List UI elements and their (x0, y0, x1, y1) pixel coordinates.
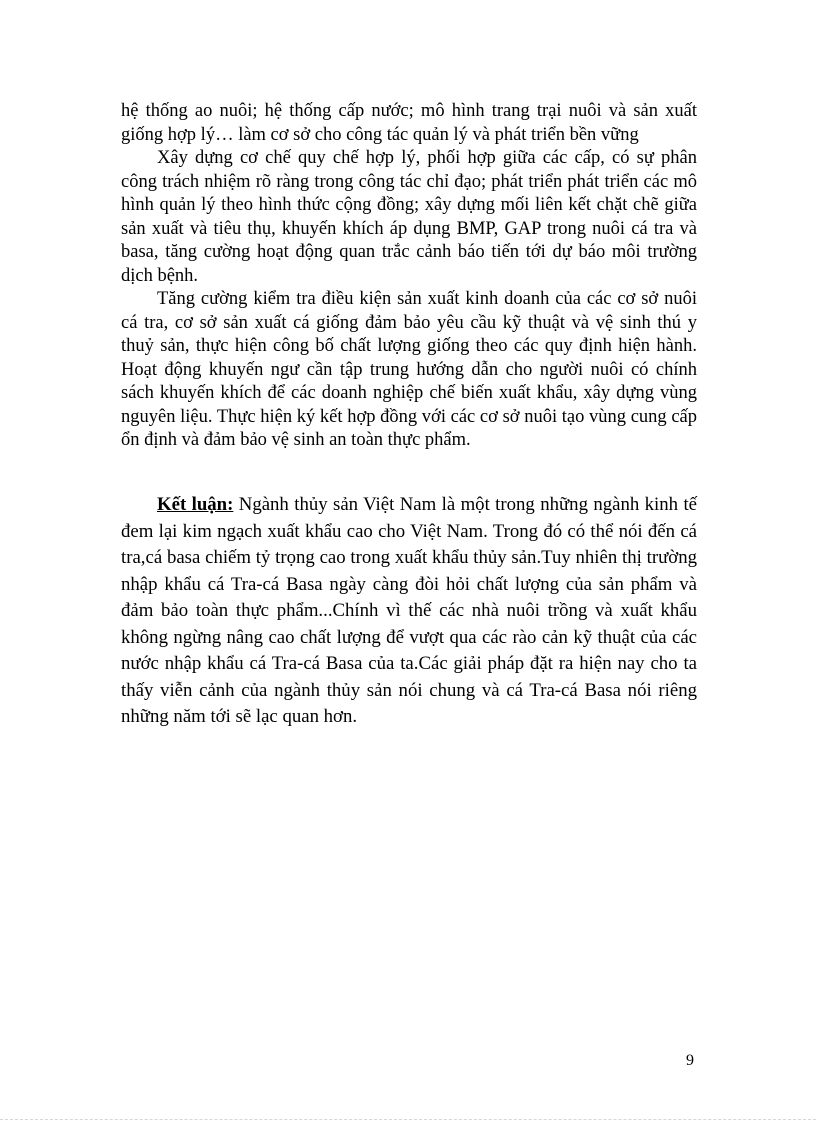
conclusion-section (121, 492, 697, 731)
page-number: 9 (686, 1052, 694, 1069)
paragraph-management-mechanism: Xây dựng cơ chế quy chế hợp lý, phối hợp giữa các cấp, có sự phân công trách nhiệm rõ ràng trong công tác chỉ đạo; phát triển phát triển các mô hình quản lý theo hình thức cộng đồng; xây dựng mối liên kết chặt chẽ giữa sản xuất và tiêu thụ, khuyến khích áp dụng BMP, GAP trong nuôi cá tra và basa, tăng cường hoạt động quan trắc cảnh báo tiến tới dự báo môi trường dịch bệnh. (121, 148, 697, 286)
body-text (121, 100, 697, 453)
conclusion-text: Ngành thủy sản Việt Nam là một trong những ngành kinh tế đem lại kim ngạch xuất khẩu cao cho Việt Nam. Trong đó có thể nói đến cá tra,cá basa chiếm tỷ trọng cao trong xuất khẩu thủy sản.Tuy nhiên thị trường nhập khẩu cá Tra-cá Basa ngày càng đòi hỏi chất lượng của sản phẩm và đảm bảo toàn thực phẩm...Chính vì thế các nhà nuôi trồng và xuất khẩu không ngừng nâng cao chất lượng để vượt qua các rào cản kỹ thuật của các nước nhập khẩu cá Tra-cá Basa của ta.Các giải pháp đặt ra hiện nay cho ta thấy viễn cảnh của ngành thủy sản nói chung và cá Tra-cá Basa nói riêng những năm tới sẽ lạc quan hơn. (121, 494, 697, 727)
paragraph-continuation: hệ thống ao nuôi; hệ thống cấp nước; mô hình trang trại nuôi và sản xuất giống hợp lý… làm cơ sở cho công tác quản lý và phát triển bền vững (121, 101, 697, 145)
conclusion-paragraph (121, 492, 697, 731)
page-bottom-edge (0, 1119, 816, 1122)
paragraph-inspection: Tăng cường kiểm tra điều kiện sản xuất kinh doanh của các cơ sở nuôi cá tra, cơ sở sản xuất cá giống đảm bảo yêu cầu kỹ thuật và vệ sinh thú y thuỷ sản, thực hiện công bố chất lượng giống theo các quy định hiện hành. Hoạt động khuyến ngư cần tập trung hướng dẫn cho người nuôi có chính sách khuyến khích để các doanh nghiệp chế biến xuất khẩu, xây dựng vùng nguyên liệu. Thực hiện ký kết hợp đồng với các cơ sở nuôi tạo vùng cung cấp ổn định và đảm bảo vệ sinh an toàn thực phẩm. (121, 289, 697, 450)
conclusion-label: Kết luận: (157, 494, 234, 515)
